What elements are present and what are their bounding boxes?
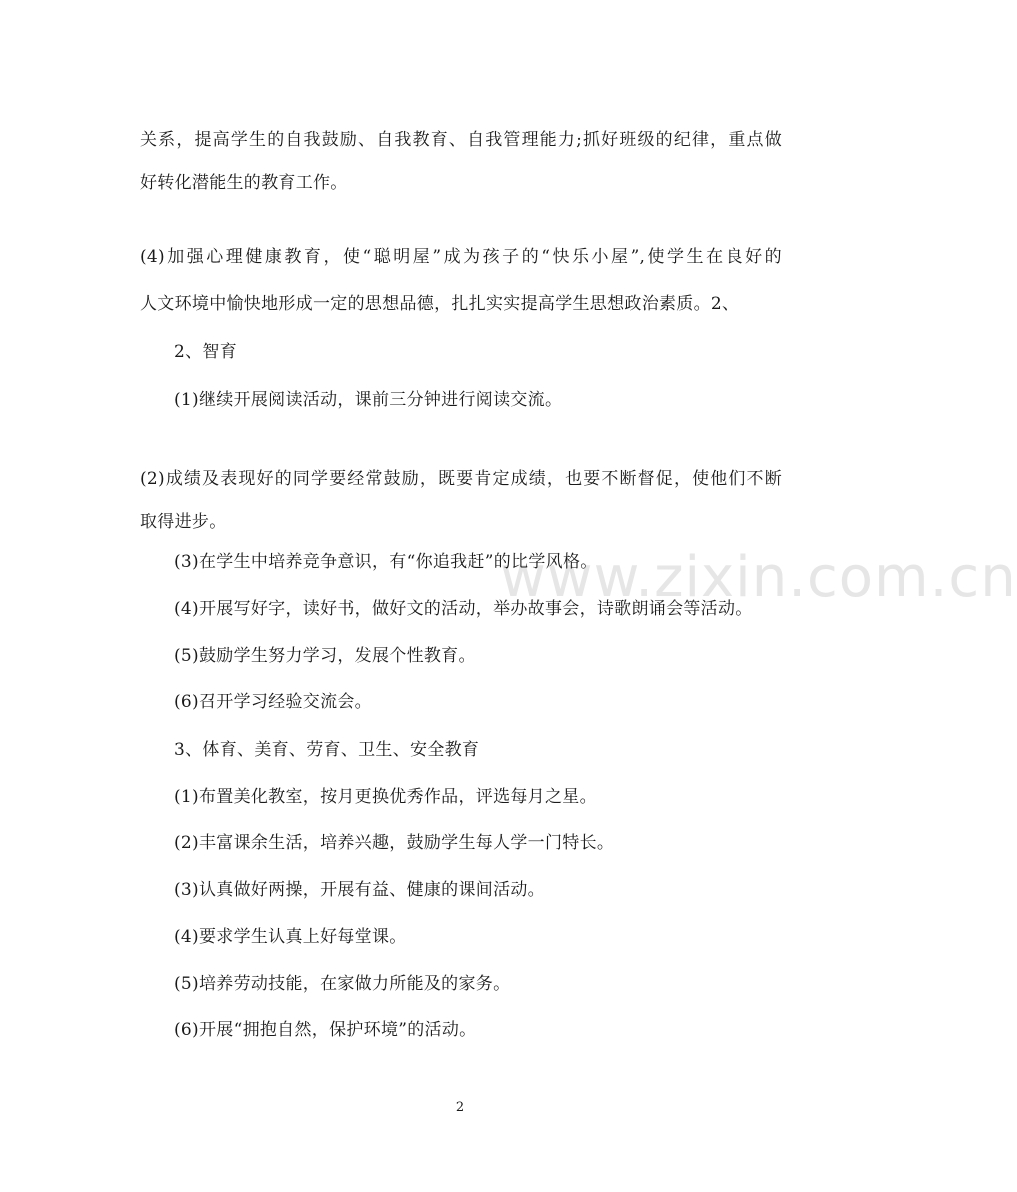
list-item: (4)要求学生认真上好每堂课。	[174, 927, 407, 947]
list-item: (1)继续开展阅读活动，课前三分钟进行阅读交流。	[174, 390, 563, 410]
paragraph-line: 关系，提高学生的自我鼓励、自我教育、自我管理能力;抓好班级的纪律，重点做	[140, 130, 782, 150]
section-heading: 3、体育、美育、劳育、卫生、安全教育	[174, 740, 480, 760]
paragraph-line: 好转化潜能生的教育工作。	[140, 173, 348, 193]
list-item: (5)鼓励学生努力学习，发展个性教育。	[174, 646, 476, 666]
paragraph-line: (4)加强心理健康教育，使“聪明屋”成为孩子的“快乐小屋”,使学生在良好的	[140, 247, 782, 267]
paragraph-line: 取得进步。	[140, 512, 227, 532]
section-heading: 2、智育	[174, 342, 238, 362]
watermark: www.zixin.com.cn	[500, 545, 1017, 610]
list-item: (3)认真做好两操，开展有益、健康的课间活动。	[174, 880, 545, 900]
list-item: (5)培养劳动技能，在家做力所能及的家务。	[174, 974, 511, 994]
list-item: (1)布置美化教室，按月更换优秀作品，评选每月之星。	[174, 787, 597, 807]
list-item: (3)在学生中培养竞争意识，有“你追我赶”的比学风格。	[174, 552, 598, 572]
paragraph-line: 人文环境中愉快地形成一定的思想品德，扎扎实实提高学生思想政治素质。2、	[140, 294, 740, 314]
list-item: (4)开展写好字，读好书，做好文的活动，举办故事会，诗歌朗诵会等活动。	[174, 599, 753, 619]
list-item: (6)开展“拥抱自然，保护环境”的活动。	[174, 1020, 477, 1040]
page-number: 2	[455, 1100, 465, 1115]
list-item: (6)召开学习经验交流会。	[174, 692, 372, 712]
list-item: (2)丰富课余生活，培养兴趣，鼓励学生每人学一门特长。	[174, 833, 615, 853]
paragraph-line: (2)成绩及表现好的同学要经常鼓励，既要肯定成绩，也要不断督促，使他们不断	[140, 469, 782, 489]
